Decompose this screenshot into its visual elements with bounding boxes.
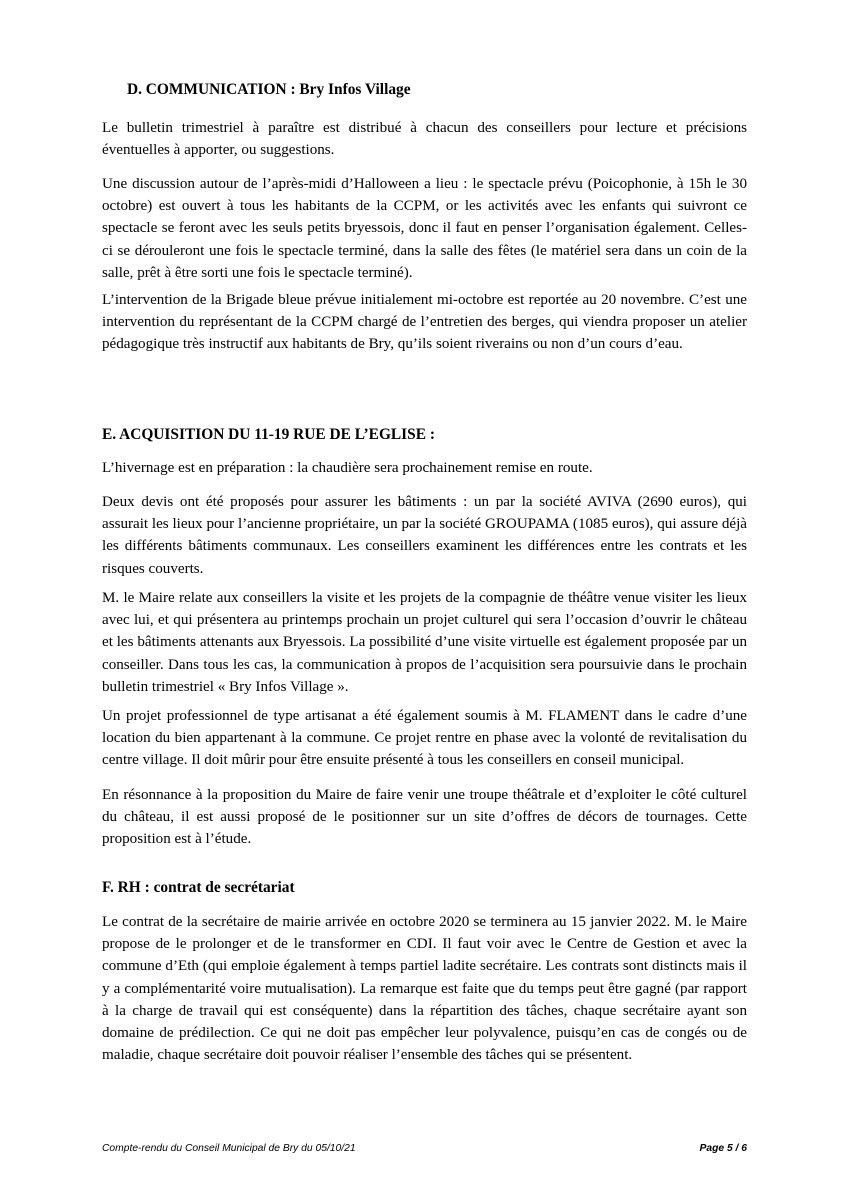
section-f-heading: F. RH : contrat de secrétariat	[102, 879, 295, 896]
section-e-paragraph-2: Deux devis ont été proposés pour assurer les bâtiments : un par la société AVIVA (2690 euros), qui assurait les lieux pour l’ancienne propriétaire, un par la société GROUPAMA (1085 euros), qui assure déjà les différents bâtiments communaux. Les conseillers examinent les différences entre les contrats et les risques couverts.	[102, 494, 747, 577]
section-e-paragraph-1: L’hivernage est en préparation : la chaudière sera prochainement remise en route.	[102, 460, 593, 476]
section-d-paragraph-3: L’intervention de la Brigade bleue prévue initialement mi-octobre est reportée au 20 novembre. C’est une intervention du représentant de la CCPM chargé de l’entretien des berges, qui viendra proposer un atelier pédagogique très instructif aux habitants de Bry, qu’ils soient riverains ou non d’un cours d’eau.	[102, 292, 747, 353]
section-e-paragraph-5: En résonnance à la proposition du Maire de faire venir une troupe théâtrale et d’exploiter le côté culturel du château, il est aussi proposé de le positionner sur un site d’offres de décors de tournages. Cette proposition est à l’étude.	[102, 787, 747, 848]
page-footer	[102, 1141, 747, 1157]
footer-document-title: Compte-rendu du Conseil Municipal de Bry du 05/10/21	[102, 1143, 356, 1154]
footer-page-number: Page 5 / 6	[699, 1143, 747, 1154]
section-d-paragraph-1: Le bulletin trimestriel à paraître est distribué à chacun des conseillers pour lecture et précisions éventuelles à apporter, ou suggestions.	[102, 120, 747, 159]
section-e-heading: E. ACQUISITION DU 11-19 RUE DE L’EGLISE :	[102, 426, 435, 443]
section-d-paragraph-2: Une discussion autour de l’après-midi d’Halloween a lieu : le spectacle prévu (Poicophonie, à 15h le 30 octobre) est ouvert à tous les habitants de la CCPM, or les activités avec les enfants qui suivront ce spectacle se feront avec les seuls petits bryessois, donc il faut en penser l’organisation également. Celles-ci se dérouleront une fois le spectacle terminé, dans la salle des fêtes (le matériel sera dans un coin de la salle, prêt à être sorti une fois le spectacle terminé).	[102, 176, 747, 281]
section-e-paragraph-3: M. le Maire relate aux conseillers la visite et les projets de la compagnie de théâtre venue visiter les lieux avec lui, et qui présentera au printemps prochain un projet culturel qui sera l’occasion d’ouvrir le château et les bâtiments attenants aux Bryessois. La possibilité d’une visite virtuelle est également proposée par un conseiller. Dans tous les cas, la communication à propos de l’acquisition sera poursuivie dans le prochain bulletin trimestriel « Bry Infos Village ».	[102, 590, 747, 695]
section-f-paragraph-1: Le contrat de la secrétaire de mairie arrivée en octobre 2020 se terminera au 15 janvier 2022. M. le Maire propose de le prolonger et de le transformer en CDI. Il faut voir avec le Centre de Gestion et avec la commune d’Eth (qui emploie également à temps partiel ladite secrétaire. Les contrats sont distincts mais il y a complémentarité voire mutualisation). La remarque est faite que du temps peut être gagné (par rapport à la charge de travail qui est conséquente) dans la répartition des tâches, chaque secrétaire ayant son domaine de prédilection. Ce qui ne doit pas empêcher leur polyvalence, puisqu’en cas de congés ou de maladie, chaque secrétaire doit pouvoir réaliser l’ensemble des tâches qui se présentent.	[102, 914, 747, 1064]
section-d-heading: D. COMMUNICATION : Bry Infos Village	[127, 81, 411, 98]
section-e-paragraph-4: Un projet professionnel de type artisanat a été également soumis à M. FLAMENT dans le cadre d’une location du bien appartenant à la commune. Ce projet rentre en phase avec la volonté de revitalisation du centre village. Il doit mûrir pour être ensuite présenté à tous les conseillers en conseil municipal.	[102, 708, 747, 769]
